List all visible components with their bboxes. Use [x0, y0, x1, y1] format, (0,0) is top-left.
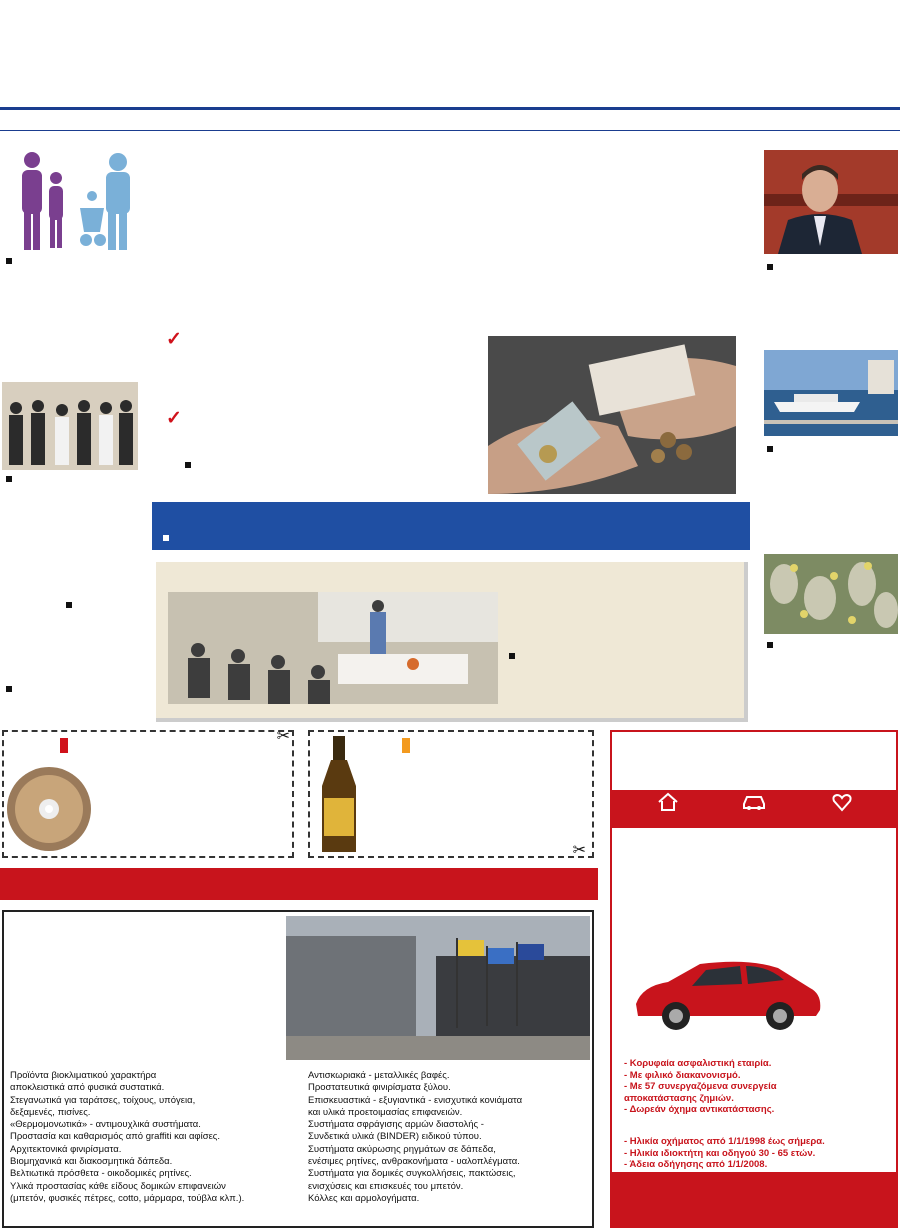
coupon-beer-zythos[interactable] [308, 730, 594, 858]
list-item [624, 1058, 894, 1070]
list-item-text: Υλικά προστασίας κάθε είδους δομικών επιφανειών [10, 1180, 226, 1192]
main-bullets [166, 328, 496, 479]
astronomy-story[interactable] [156, 562, 748, 722]
list-item [10, 1193, 302, 1205]
list-item-text: ενισχύσεις και επισκευές του μπετόν. [308, 1180, 464, 1192]
left-column [0, 148, 142, 720]
family-silhouette-image [2, 148, 136, 252]
list-item [10, 1168, 302, 1180]
story-mediators[interactable] [3, 596, 141, 614]
product-list-right [308, 1070, 592, 1205]
list-item-text: Συστήματα για δομικές συγκολλήσεις, πακτώσεις, [308, 1168, 516, 1180]
tsantilis-ad[interactable] [2, 910, 594, 1228]
list-item-text: - Ηλικία ιδιοκτήτη και οδηγού 30 - 65 ετών. [624, 1147, 816, 1159]
cd-disc-image [6, 766, 92, 852]
list-item [10, 1107, 302, 1119]
list-item-text: Προστατευτικά φινιρίσματα ξύλου. [308, 1082, 451, 1094]
masthead [0, 0, 900, 108]
bullet-private-sector [166, 328, 496, 397]
list-item [308, 1156, 592, 1168]
iones-group-photo [2, 382, 138, 470]
volos-port-yacht-photo [764, 350, 898, 436]
scissors-icon: ✂ [572, 842, 586, 859]
right-column [762, 148, 900, 720]
list-item [624, 1148, 894, 1160]
list-item [624, 1070, 894, 1082]
scissors-icon: ✂ [276, 728, 290, 745]
story-mountain-tea[interactable] [764, 636, 900, 654]
list-item [624, 1093, 894, 1105]
coupon-badge [402, 738, 410, 753]
list-item [308, 1082, 592, 1094]
euro-money-photo [488, 336, 736, 494]
list-item [308, 1131, 592, 1143]
heart-icon [812, 792, 872, 817]
bullet-square [6, 258, 12, 264]
list-item [624, 1136, 894, 1148]
list-item [308, 1193, 592, 1205]
list-item-text: Βελτιωτικά πρόσθετα - οικοδομικές ρητίνες. [10, 1168, 192, 1180]
list-item-text: - Κορυφαία ασφαλιστική εταιρία. [624, 1058, 772, 1069]
flat-address [612, 1172, 896, 1228]
tsantilis-factory-photo [286, 916, 590, 1060]
list-item [308, 1119, 592, 1131]
coupon-title [380, 736, 410, 756]
product-list-left [10, 1070, 302, 1205]
list-item [10, 1070, 302, 1082]
bullet-delays [166, 407, 496, 479]
list-item-text: «Θερμομονωτικά» - αντιμουχλικά συστήματα. [10, 1119, 201, 1131]
story-port-yachts[interactable] [764, 440, 900, 458]
tsantilis-products-left [10, 1070, 302, 1205]
list-item [308, 1144, 592, 1156]
beer-bottle-image [314, 736, 364, 854]
bullet-square [767, 642, 773, 648]
list-item-text: Βιομηχανικά και διακοσμητικά δάπεδα. [10, 1156, 173, 1168]
bullet-line [166, 352, 182, 373]
list-item [308, 1107, 592, 1119]
list-item-text: - Με φιλικό διακανονισμό. [624, 1069, 741, 1081]
list-item-text: Προϊόντα βιοκλιματικού χαρακτήρα [10, 1070, 157, 1081]
checkmark-icon: ✓ [166, 329, 182, 350]
list-item [308, 1095, 592, 1107]
flat-insurance-ad[interactable] [610, 730, 898, 1228]
list-item-text: δεξαμενές, πισίνες. [10, 1106, 91, 1118]
story-iones[interactable] [3, 470, 141, 488]
list-item [308, 1181, 592, 1193]
list-item [10, 1156, 302, 1168]
list-item-text: αποκλειστικά από φυσικά συστατικά. [10, 1082, 165, 1094]
astro-classroom-photo [168, 592, 498, 704]
story-kokkinis-article[interactable] [3, 680, 141, 698]
list-item-text: Συνδετικά υλικά (BINDER) ειδικού τύπου. [308, 1131, 482, 1143]
bullet-square [185, 462, 191, 468]
tsantilis-products-right [308, 1070, 592, 1205]
list-item [624, 1081, 894, 1093]
tv-bar[interactable] [0, 868, 598, 900]
list-item [10, 1181, 302, 1193]
elections-bottom-line [160, 526, 750, 550]
list-item [308, 1168, 592, 1180]
list-item-text: ενέσιμες ρητίνες, ανθρακονήματα - υαλοπλέγματα. [308, 1156, 520, 1168]
list-item [10, 1119, 302, 1131]
astro-body [506, 646, 742, 667]
home-icon [638, 792, 698, 817]
red-car-image [628, 954, 824, 1034]
list-item-text: Στεγανωτικά για ταράτσες, τοίχους, υπόγεια, [10, 1094, 196, 1106]
info-strip [0, 107, 900, 131]
bullet-square [163, 535, 169, 541]
list-item [10, 1082, 302, 1094]
list-item-text: (μπετόν, φυσικές πέτρες, cotto, μάρμαρα, τούβλα κλπ.). [10, 1192, 245, 1204]
bullet-square [767, 264, 773, 270]
coupon-title [60, 736, 68, 756]
story-parental-custody[interactable] [3, 252, 141, 270]
list-item [624, 1104, 894, 1116]
list-item-text: - Με 57 συνεργαζόμενα συνεργεία [624, 1081, 777, 1092]
list-item-text: Συστήματα ακύρωσης ρηγμάτων σε δάπεδα, [308, 1143, 496, 1155]
car-icon [724, 792, 784, 817]
minister-portrait-photo [764, 150, 898, 254]
list-item-text: - Άδεια οδήγησης από 1/1/2008. [624, 1159, 768, 1170]
list-item [308, 1070, 592, 1082]
list-item-text: Συστήματα σφράγισης αρμών διαστολής - [308, 1119, 484, 1131]
mountain-tea-photo [764, 554, 898, 634]
list-item-text: Κόλλες και αρμολογήματα. [308, 1192, 420, 1204]
privileges-list [624, 1058, 894, 1116]
flat-icons-row [612, 790, 896, 828]
bullet-line [166, 375, 182, 396]
coupon-cd-estoudiantina[interactable] [2, 730, 294, 858]
checkmark-icon: ✓ [166, 408, 182, 429]
list-item-text: και υλικά προετοιμασίας επιφανειών. [308, 1106, 463, 1118]
bullet-line [166, 431, 182, 452]
list-item [10, 1131, 302, 1143]
coupon-badge [60, 738, 68, 753]
bullet-square [6, 686, 12, 692]
list-item-text: - Ηλικία οχήματος από 1/1/1998 έως σήμερα. [624, 1136, 825, 1147]
list-item-text: Αντισκωριακά - μεταλλικές βαφές. [308, 1070, 450, 1081]
bullet-square [767, 446, 773, 452]
list-item [624, 1159, 894, 1171]
story-minister-petropoulos[interactable] [764, 258, 900, 276]
list-item [10, 1144, 302, 1156]
list-item-text: Αρχιτεκτονικά φινιρίσματα. [10, 1143, 122, 1155]
elections-bar[interactable] [152, 502, 750, 550]
list-item-text: - Δωρεάν όχημα αντικατάστασης. [624, 1104, 775, 1115]
bullet-square [509, 653, 515, 659]
list-item-text: Προστασία και καθαρισμός από graffiti και αφίσες. [10, 1131, 221, 1143]
bullet-square [6, 476, 12, 482]
bullet-square [66, 602, 72, 608]
list-item [10, 1095, 302, 1107]
list-item-text: αποκατάστασης ζημιών. [624, 1092, 734, 1104]
list-item-text: Επισκευαστικά - εξυγιαντικά - ενισχυτικά κονιάματα [308, 1094, 523, 1106]
bullet-line [166, 454, 182, 475]
main-story[interactable] [150, 148, 754, 498]
